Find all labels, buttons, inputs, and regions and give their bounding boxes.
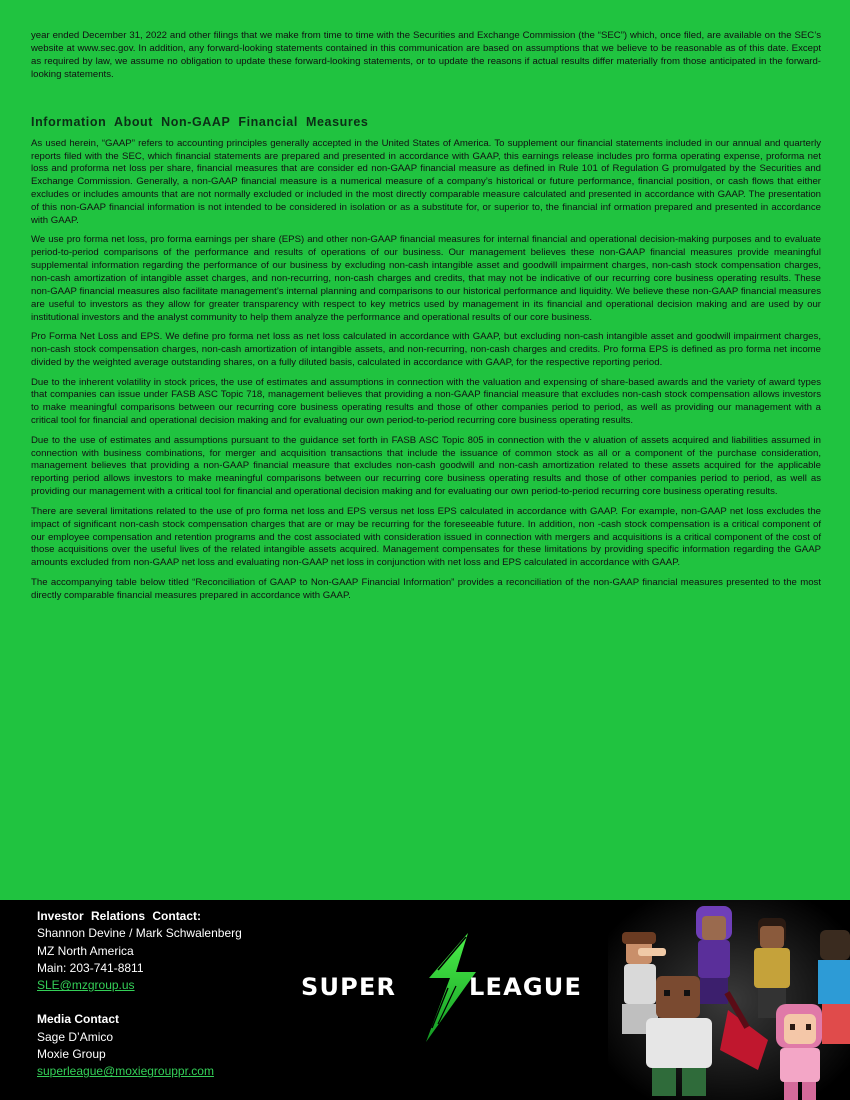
media-contact-email-link[interactable]: superleague@moxiegrouppr.com (37, 1064, 214, 1079)
avatar-characters-illustration (608, 900, 850, 1100)
paragraph-business-combinations: Due to the use of estimates and assumptions pursuant to the guidance set forth in FASB ASC Topic 805 in connection with the v aluation of assets acquired and liabilities assumed in connection with business combinations, for merger and acquisition transactions that include the issuance of common stock as all or a component of the purchase consideration, management believes that providing a non-GAAP financial measure that excludes non-cash goodwill and non-cash amortization related to these assets acquired for the applicable reporting period allows investors to make meaningful comparisons between our recurring core business operating results and those of other companies period to period, as well as providing our management with a critical tool for financial and operational decision making and for evaluating our own period-to-period recurring core business operating results. (31, 434, 821, 498)
footer (0, 900, 850, 1100)
character-right-icon (818, 930, 850, 1044)
super-league-logo (298, 928, 603, 1048)
investor-relations-names: Shannon Devine / Mark Schwalenberg (37, 926, 242, 941)
investor-relations-email-link[interactable]: SLE@mzgroup.us (37, 978, 135, 993)
contact-block (37, 908, 242, 1081)
logo-word-league: LEAGUE (469, 973, 583, 1001)
media-contact-company: Moxie Group (37, 1047, 106, 1062)
intro-paragraph: year ended December 31, 2022 and other filings that we make from time to time with the Securities and Exchange Commission (the “SEC”) which, once filed, are available on the SEC’s website at www.sec.gov. In addition, any forward-looking statements contained in this communication are based on assumptions that we believe to be reasonable as of this date. Except as required by law, we assume no obligation to update these forward-looking statements, or to update the reasons if actual results differ materially from those anticipated in the forward-looking statements. (31, 30, 821, 80)
media-contact-label: Media Contact (37, 1012, 120, 1027)
investor-relations-company: MZ North America (37, 943, 134, 958)
paragraph-limitations: There are several limitations related to the use of pro forma net loss and EPS versus net loss EPS calculated in accordance with GAAP. For example, non-GAAP net loss excludes the impact of significant non-cash stock compensation charges that are or may be recurring for the foreseeable future. In addition, non -cash stock compensation is a critical component of our employee compensation and retention programs and the cost associated with consideration issued in connection with mergers and acquisitions is a critical component of the cost of those acquisitions over the useful lives of the related intangible assets acquired. Management compensates for these limitations by providing specific information regarding the GAAP amounts excluded from non-GAAP net loss and evaluating non-GAAP net loss in conjunction with net loss and EPS calculated in accordance with GAAP. (31, 505, 821, 569)
paragraph-gaap-definition: As used herein, “GAAP” refers to accounting principles generally accepted in the United States of America. To supplement our financial statements included in our annual and quarterly reports filed with the SEC, which financial statements are prepared and presented in accordance with GAAP, this earnings release includes pro forma operating expense, proforma net loss and proforma net loss per share, financial measures that are consider ed non-GAAP financial measure as defined in Rule 101 of Regulation G promulgated by the Securities and Exchange Commission. Generally, a non-GAAP financial measure is a numerical measure of a company’s historical or future performance, financial position, or cash flows that either excludes or includes amounts that are not normally excluded or included in the most directly comparable measure calculated and presented in accordance with GAAP. The presentation of this non-GAAP financial information is not intended to be considered in isolation or as a substitute for, or superior to, the financial inf ormation prepared and presented in accordance with GAAP. (31, 137, 821, 227)
paragraph-reconciliation: The accompanying table below titled “Reconciliation of GAAP to Non-GAAP Financial Information” provides a reconciliation of the non-GAAP financial measures presented to the most directly comparable financial measures prepared in accordance with GAAP. (31, 576, 821, 601)
logo-word-super: SUPER (301, 973, 397, 1001)
investor-relations-label: Investor Relations Contact: (37, 909, 202, 923)
paragraph-pro-forma: Pro Forma Net Loss and EPS. We define pro forma net loss as net loss calculated in accordance with GAAP, but excluding non-cash intangible asset and goodwill impairment charges, non-cash stock compensation charges, non-cash amortization of intangible assets, and non-recurring, non-cash charges and credits. Pro forma EPS is defined as pro forma net income divided by the weighted average outstanding shares, on a fully diluted basis, calculated in accordance with GAAP, for the respective reporting period. (31, 331, 821, 369)
investor-relations-phone: Main: 203-741-8811 (37, 960, 144, 975)
paragraph-stock-compensation: Due to the inherent volatility in stock prices, the use of estimates and assumptions in connection with the valuation and expensing of share-based awards and the variety of award types that companies can issue under FASB ASC Topic 718, management believes that providing a non-GAAP financial measure that excludes non-cash stock compensation allows investors to make meaningful comparisons between our recurring core business operating results and those of other companies period to period, as well as providing our management with a critical tool for financial and operational decision making and for evaluating our own period-to-period recurring core business operating results. (31, 376, 821, 427)
media-contact-name: Sage D’Amico (37, 1029, 114, 1044)
character-dark-icon (754, 918, 790, 1018)
character-purple-hair-icon (696, 906, 732, 1004)
section-heading: Information About Non-GAAP Financial Measures (31, 114, 369, 129)
document-body (31, 30, 821, 609)
paragraph-non-gaap-use: We use pro forma net loss, pro forma earnings per share (EPS) and other non-GAAP financial measures for internal financial and operational decision-making purposes and to evaluate period-to-period comparisons of the performance and results of operations of our business. Our management believes these non-GAAP financial measures provide meaningful supplemental information regarding the performance of our business by excluding non-cash intangible asset and goodwill impairment charges, non-cash stock compensation charges, non-cash amortization of intangible asset charges, and non-recurring, non-cash charges and credits, that may not be indicative of our recurring core business operating results. These non-GAAP financial measures also facilitate management’s internal planning and comparisons to our historical performance and liquidity. We believe these non-GAAP financial measures are useful to investors as they allow for greater transparency with respect to key metrics used by management in its financial and operational decision making and are used by our institutional investors and the analyst community to help them analyze the performance and operational results of our core business. (31, 234, 821, 323)
